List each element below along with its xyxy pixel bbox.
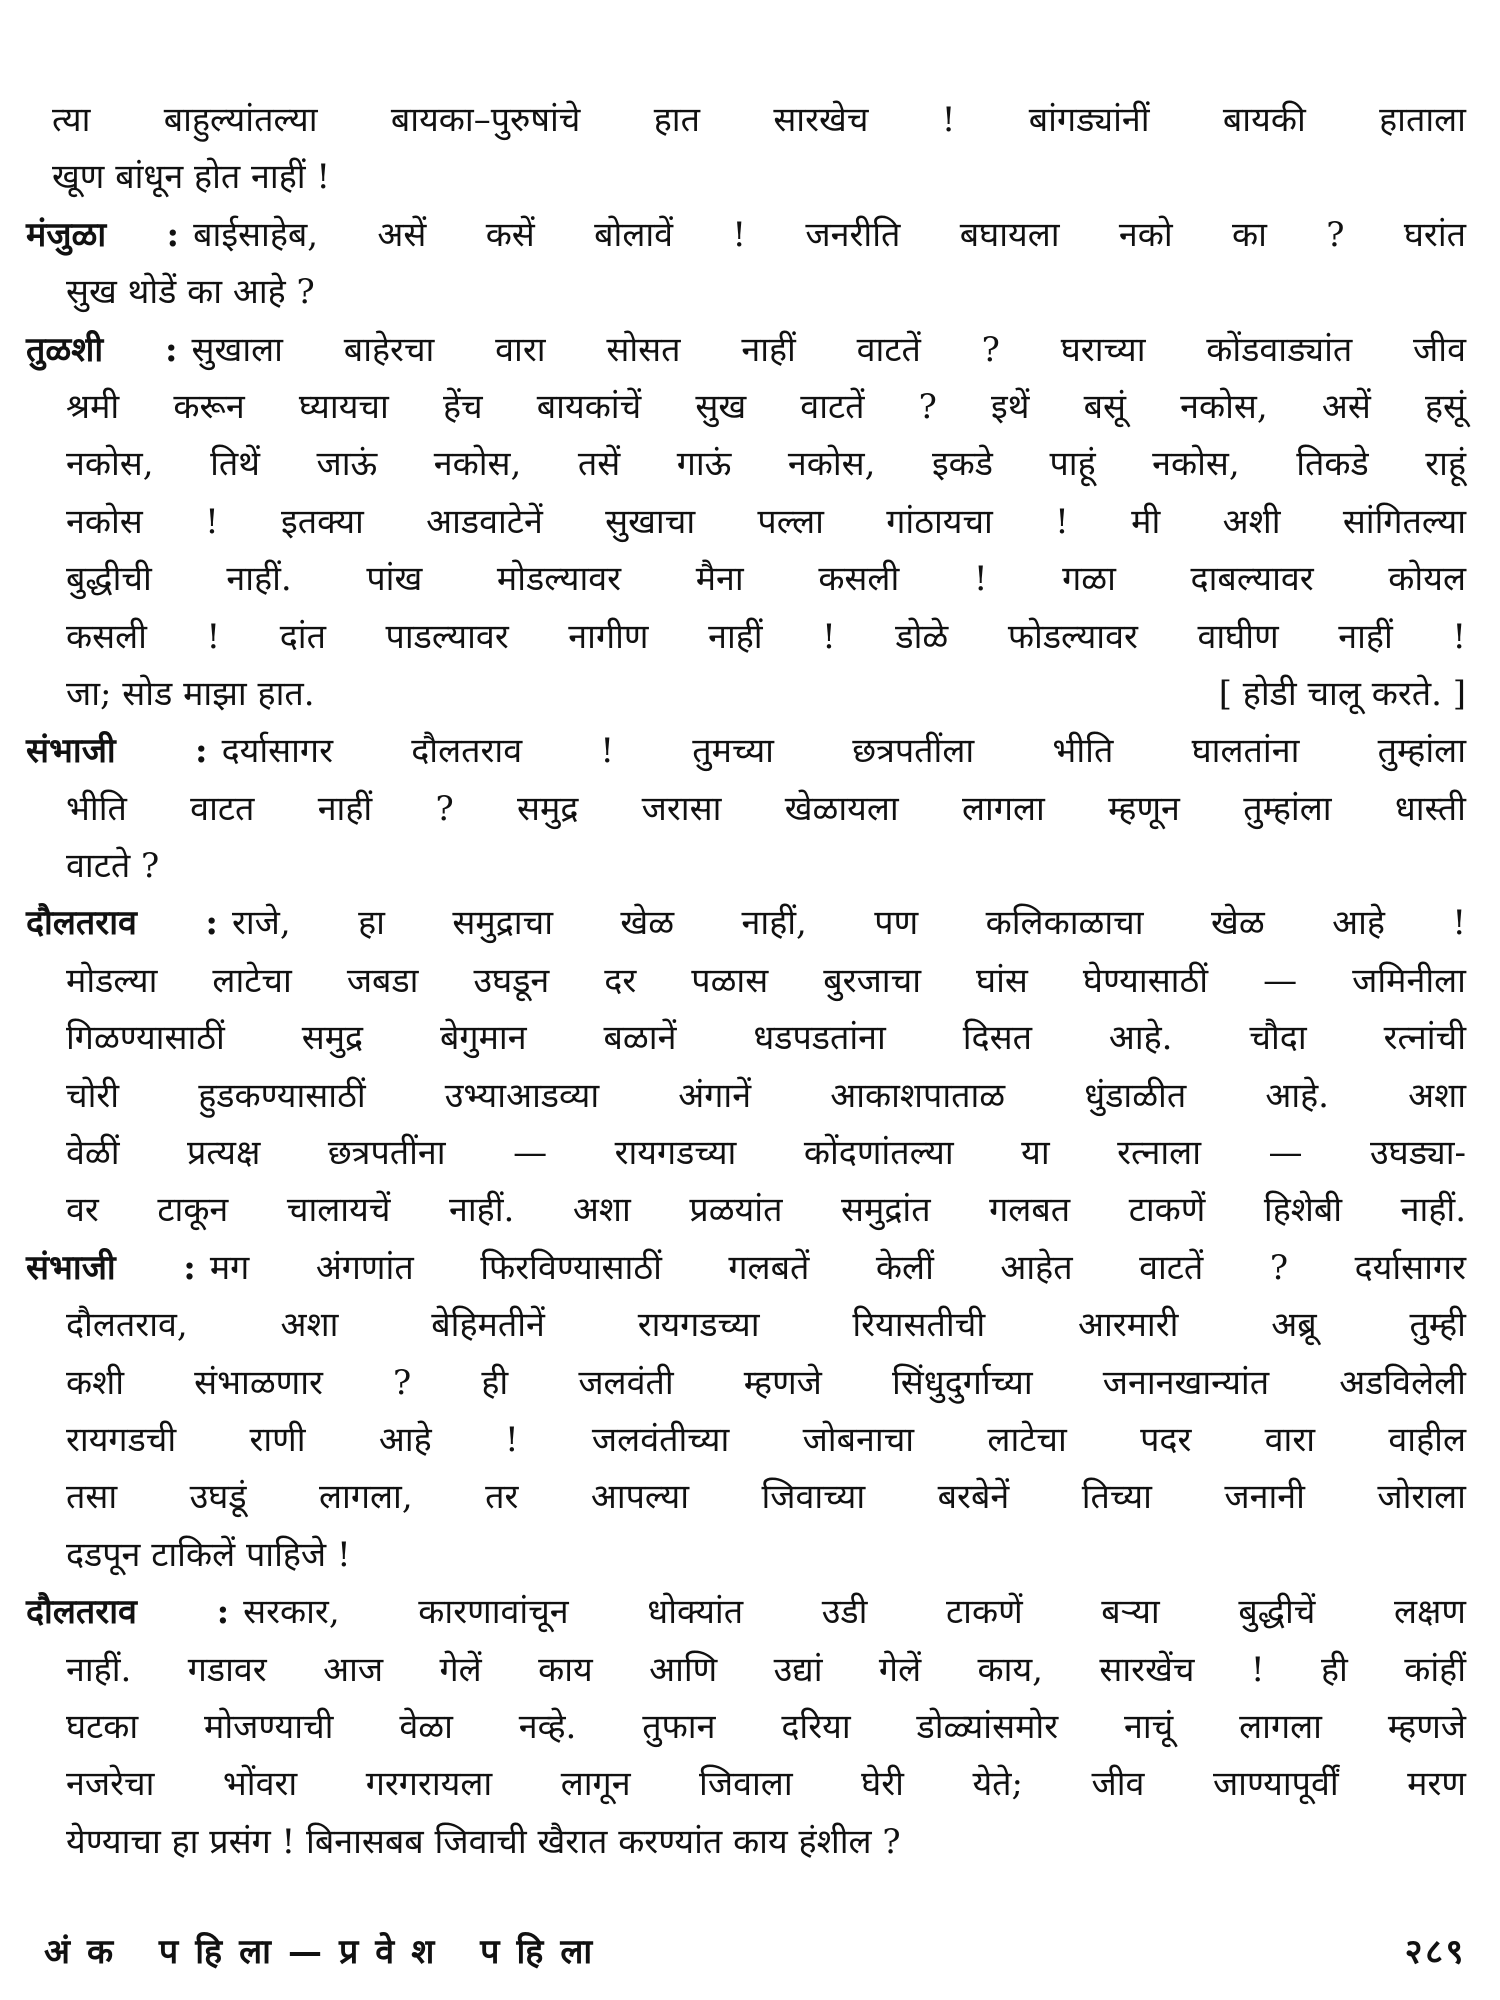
play-text [0,92,1500,1892]
text-line: दडपून टाकिलें पाहिजे ! [66,1534,351,1575]
text-line: येण्याचा हा प्रसंग ! बिनासबब जिवाची खैरात करण्यांत काय हंशील ? [66,1821,901,1862]
text-line: दौलतराव, अशा बेहिमतीनें रायगडच्या रियासतीची आरमारी अब्रू तुम्ही [66,1305,1466,1346]
speech-manjula [0,207,1500,322]
speech-daulatrao [0,895,1500,1239]
line-text: मग अंगणांत फिरविण्यासाठीं गलबतें केलीं आहेत वाटतें ? दर्यासागर [209,1247,1466,1288]
text-line: नकोस ! इतक्या आडवाटेनें सुखाचा पल्ला गांठायचा ! मी अशी सांगितल्या [66,501,1466,542]
text-line: नकोस, तिथें जाऊं नकोस, तसें गाऊं नकोस, इकडे पाहूं नकोस, तिकडे राहूं [66,444,1466,485]
speaker-name: दौलतराव : [26,903,218,944]
text-line: श्रमी करून घ्यायचा हेंच बायकांचें सुख वाटतें ? इथें बसूं नकोस, असें हसूं [66,386,1466,427]
line-text: सरकार, कारणावांचून धोक्यांत उडी टाकणें बऱ्या बुद्धीचें लक्षण [243,1592,1466,1633]
text-line [0,666,1500,723]
text-line: मोडल्या लाटेचा जबडा उघडून दर पळास बुरजाचा घांस घेण्यासाठीं — जमिनीला [66,960,1466,1001]
line-text: बाईसाहेब, असें कसें बोलावें ! जनरीति बघायला नको का ? घरांत [193,214,1467,255]
text-line [0,322,1500,379]
text-line: वाटते ? [66,846,160,887]
text-line: खूण बांधून होत नाहीं ! [52,157,331,198]
speaker-name: संभाजी : [26,731,208,772]
text-line: नाहीं. गडावर आज गेलें काय आणि उद्यां गेलें काय, सारखेंच ! ही कांहीं [66,1649,1466,1690]
text-line: तसा उघडूं लागला, तर आपल्या जिवाच्या बरबेनें तिच्या जनानी जोराला [66,1477,1466,1518]
speech-sambhaji [0,1240,1500,1584]
text-line [0,895,1500,952]
text-line: कशी संभाळणार ? ही जलवंती म्हणजे सिंधुदुर्गाच्या जनानखान्यांत अडविलेली [66,1362,1466,1403]
speaker-name: मंजुळा : [26,214,180,255]
line-text: राजे, हा समुद्राचा खेळ नाहीं, पण कलिकाळाचा खेळ आहे ! [231,903,1467,944]
line-text: जा; सोड माझा हात. [66,673,315,714]
text-line [0,1584,1500,1641]
speech-continuation [0,92,1500,207]
text-line: रायगडची राणी आहे ! जलवंतीच्या जोबनाचा लाटेचा पदर वारा वाहील [66,1419,1466,1460]
page-footer [44,1926,1466,1978]
text-line: भीति वाटत नाहीं ? समुद्र जरासा खेळायला लागला म्हणून तुम्हांला धास्ती [66,788,1466,829]
line-text: दर्यासागर दौलतराव ! तुमच्या छत्रपतींला भीति घालतांना तुम्हांला [221,731,1466,772]
stage-direction: [ होडी चालू करते. ] [1218,673,1466,714]
text-line: घटका मोजण्याची वेळा नव्हे. तुफान दरिया डोळ्यांसमोर नाचूं लागला म्हणजे [66,1706,1466,1747]
running-head: अंक पहिला—प्रवेश पहिला [44,1932,610,1972]
text-line: कसली ! दांत पाडल्यावर नागीण नाहीं ! डोळे फोडल्यावर वाघीण नाहीं ! [66,616,1466,657]
page-number: २८९ [1404,1932,1466,1972]
speech-sambhaji [0,723,1500,895]
text-line: सुख थोडें का आहे ? [66,272,315,313]
text-line: त्या बाहुल्यांतल्या बायका–पुरुषांचे हात सारखेच ! बांगड्यांनीं बायकी हाताला [52,100,1466,140]
text-line: चोरी हुडकण्यासाठीं उभ्याआडव्या अंगानें आकाशपाताळ धुंडाळीत आहे. अशा [66,1075,1466,1116]
text-line: वेळीं प्रत्यक्ष छत्रपतींना — रायगडच्या कोंदणांतल्या या रत्नाला — उघड्या- [66,1133,1466,1174]
text-line: नजरेचा भोंवरा गरगरायला लागून जिवाला घेरी येते; जीव जाण्यापूर्वीं मरण [66,1764,1466,1805]
speech-daulatrao [0,1584,1500,1871]
speaker-name: तुळशी : [26,329,178,370]
text-line [0,1240,1500,1297]
line-text: सुखाला बाहेरचा वारा सोसत नाहीं वाटतें ? घराच्या कोंडवाड्यांत जीव [191,329,1466,370]
text-line: बुद्धीची नाहीं. पांख मोडल्यावर मैना कसली ! गळा दाबल्यावर कोयल [66,559,1466,600]
text-line [0,723,1500,780]
text-line [0,207,1500,264]
text-line: वर टाकून चालायचें नाहीं. अशा प्रळयांत समुद्रांत गलबत टाकणें हिशेबी नाहीं. [66,1190,1466,1231]
speaker-name: दौलतराव : [26,1592,230,1633]
speaker-name: संभाजी : [26,1247,196,1288]
speech-tulshi [0,322,1500,724]
text-line: गिळण्यासाठीं समुद्र बेगुमान बळानें धडपडतांना दिसत आहे. चौदा रत्नांची [66,1018,1466,1059]
